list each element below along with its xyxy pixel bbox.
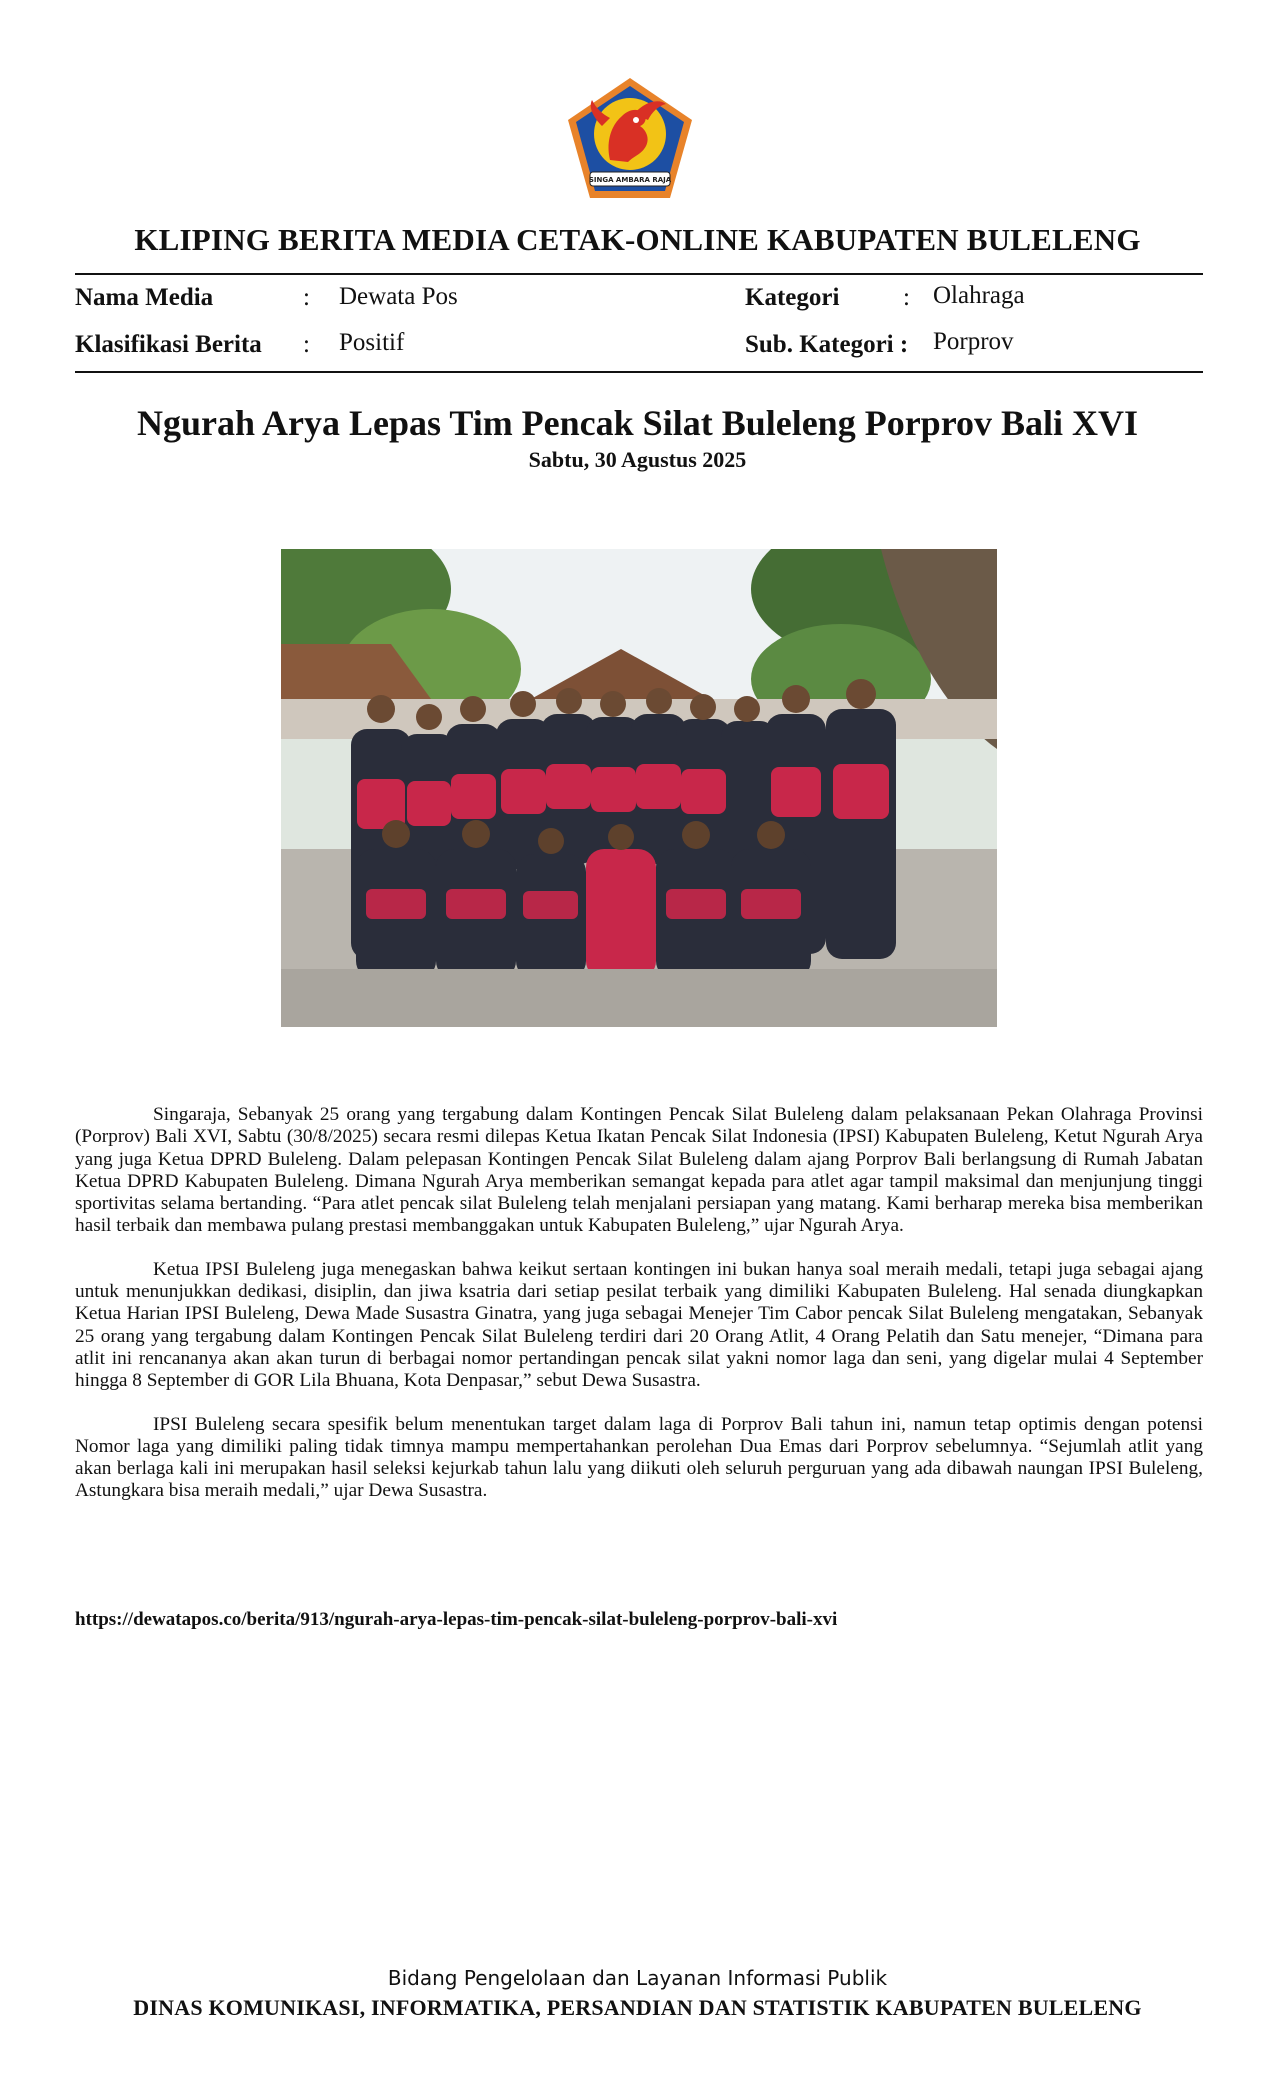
- article-paragraph: Singaraja, Sebanyak 25 orang yang tergabung dalam Kontingen Pencak Silat Buleleng dalam pelaksanaan Pekan Olahraga Provinsi (Porprov) Bali XVI, Sabtu (30/8/2025) secara resmi dilepas Ketua Ikatan Pencak Silat Indonesia (IPSI) Kabupaten Buleleng, Ketut Ngurah Arya yang juga Ketua DPRD Buleleng. Dalam pelepasan Kontingen Pencak Silat Buleleng dalam ajang Porprov Bali berlangsung di Rumah Jabatan Ketua DPRD Kabupaten Buleleng. Dimana Ngurah Arya memberikan semangat kepada para atlet agar tampil maksimal dan menjunjung tinggi sportivitas selama bertanding. “Para atlet pencak silat Buleleng telah menjalani persiapan yang matang. Kami berharap mereka bisa memberikan hasil terbaik dan membawa pulang prestasi membanggakan untuk Kabupaten Buleleng,” ujar Ngurah Arya.: [75, 1104, 1203, 1237]
- article-paragraph: Ketua IPSI Buleleng juga menegaskan bahwa keikut sertaan kontingen ini bukan hanya soal meraih medali, tetapi juga sebagai ajang untuk menunjukkan dedikasi, disiplin, dan jiwa ksatria dari setiap pesilat terbaik yang dimiliki Kabupaten Buleleng. Hal senada diungkapkan Ketua Harian IPSI Buleleng, Dewa Made Susastra Ginatra, yang juga sebagai Menejer Tim Cabor pencak Silat Buleleng mengatakan, Sebanyak 25 orang yang tergabung dalam Kontingen Pencak Silat Buleleng terdiri dari 20 Orang Atlit, 4 Orang Pelatih dan Satu menejer, “Dimana para atlit ini rencananya akan akan turun di berbagai nomor pertandingan pencak silat yakni nomor laga dan seni, yang digelar mulai 4 September hingga 8 September di GOR Lila Bhuana, Kota Denpasar,” sebut Dewa Susastra.: [75, 1258, 1203, 1392]
- media-label: Nama Media: [75, 284, 214, 311]
- klasifikasi-separator: :: [303, 331, 310, 358]
- header-divider-bottom: [75, 371, 1203, 373]
- article-paragraph: IPSI Buleleng secara spesifik belum menentukan target dalam laga di Porprov Bali tahun ini, namun tetap optimis dengan potensi Nomor laga yang dimiliki paling tidak timnya mampu mempertahankan perolehan Dua Emas dari Porprov sebelumnya. “Sejumlah atlit yang akan berlaga kali ini merupakan hasil seleksi kejurkab tahun lalu yang diikuti oleh seluruh perguruan yang ada dibawah naungan IPSI Buleleng, Astungkara bisa meraih medali,” ujar Dewa Susastra.: [75, 1413, 1203, 1502]
- article-date: Sabtu, 30 Agustus 2025: [528, 447, 747, 472]
- kategori-label: Kategori: [745, 284, 840, 311]
- logo-motto: SINGA AMBARA RAJA: [588, 176, 672, 184]
- article-body: [75, 1104, 1203, 1524]
- source-link[interactable]: https://dewatapos.co/berita/913/ngurah-arya-lepas-tim-pencak-silat-buleleng-porprov-bali-xvi: [75, 1609, 838, 1630]
- header-divider-top: [75, 273, 1203, 275]
- subkategori-label: Sub. Kategori :: [745, 331, 909, 358]
- media-value: Dewata Pos: [339, 283, 458, 310]
- kliping-title: KLIPING BERITA MEDIA CETAK-ONLINE KABUPATEN BULELENG: [134, 222, 1141, 257]
- kategori-separator: :: [903, 284, 910, 311]
- media-separator: :: [303, 284, 310, 311]
- buleleng-regency-logo: [562, 74, 698, 202]
- lion-crest-icon: [562, 74, 698, 202]
- klasifikasi-value: Positif: [339, 329, 405, 356]
- team-photo: [281, 549, 997, 1027]
- footer-department: Bidang Pengelolaan dan Layanan Informasi Publik: [387, 1966, 888, 1990]
- klasifikasi-label: Klasifikasi Berita: [75, 331, 262, 358]
- subkategori-value: Porprov: [933, 328, 1014, 355]
- footer-agency: DINAS KOMUNIKASI, INFORMATIKA, PERSANDIAN DAN STATISTIK KABUPATEN BULELENG: [133, 1995, 1142, 2020]
- kategori-value: Olahraga: [933, 282, 1025, 309]
- article-title: Ngurah Arya Lepas Tim Pencak Silat Buleleng Porprov Bali XVI: [136, 403, 1139, 443]
